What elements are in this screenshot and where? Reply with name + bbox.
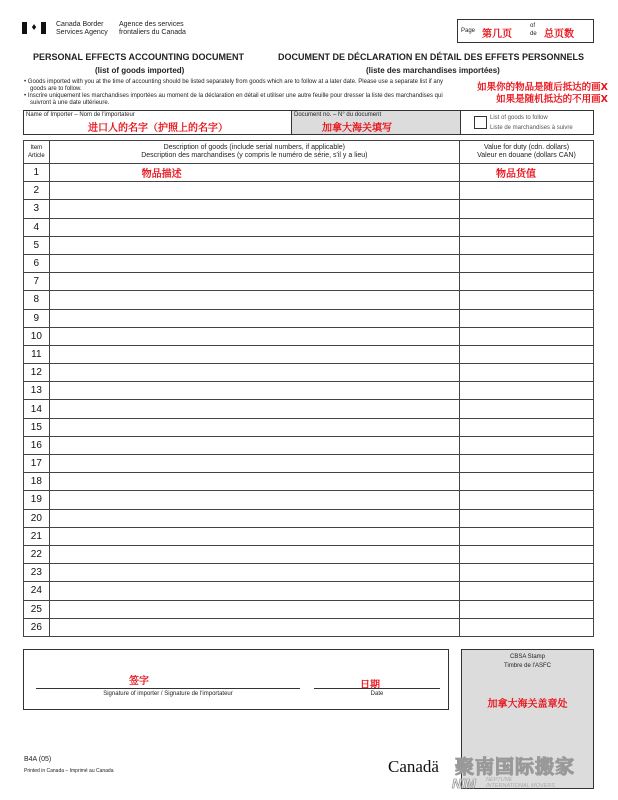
table-row (24, 455, 594, 473)
description-cell[interactable] (49, 491, 459, 509)
description-cell[interactable] (49, 582, 459, 600)
item-number: 21 (24, 527, 50, 545)
description-cell[interactable] (49, 200, 459, 218)
value-cell[interactable] (460, 364, 594, 382)
date-value[interactable]: 日期 (360, 680, 380, 691)
col-desc-header: Description of goods (include serial numbers, if applicable) Description des marchandises (y compris le numéro de série, s'il y a lieu) (49, 141, 459, 164)
item-number: 13 (24, 382, 50, 400)
description-cell[interactable] (49, 473, 459, 491)
description-cell[interactable] (49, 364, 459, 382)
col-value-header: Value for duty (cdn. dollars) Valeur en douane (dollars CAN) (460, 141, 594, 164)
description-cell[interactable] (49, 164, 459, 182)
signature-value[interactable]: 签字 (129, 676, 149, 687)
description-cell[interactable] (49, 509, 459, 527)
title-fr: DOCUMENT DE DÉCLARATION EN DÉTAIL DES EFFETS PERSONNELS (278, 52, 585, 62)
value-cell[interactable] (460, 218, 594, 236)
table-row (24, 218, 594, 236)
watermark-en: NEPTUNE INTERNATIONAL MOVERS (486, 777, 555, 789)
description-cell[interactable] (49, 236, 459, 254)
value-cell[interactable] (460, 455, 594, 473)
item-number: 19 (24, 491, 50, 509)
table-row (24, 473, 594, 491)
cbsa-stamp-box: CBSA Stamp Timbre de l'ASFC 加拿大海关盖章处 (461, 649, 594, 789)
description-cell[interactable] (49, 600, 459, 618)
total-pages-value: 总页数 (544, 29, 574, 40)
page-label: Page (461, 28, 476, 34)
description-cell[interactable] (49, 545, 459, 563)
table-row (24, 254, 594, 272)
description-cell[interactable] (49, 564, 459, 582)
form-number: B4A (05) (24, 756, 52, 763)
stamp-value: 加拿大海关盖章处 (487, 699, 568, 710)
table-row (24, 236, 594, 254)
value-cell[interactable] (460, 564, 594, 582)
description-cell[interactable] (49, 345, 459, 363)
value-cell[interactable] (460, 582, 594, 600)
title-en: PERSONAL EFFECTS ACCOUNTING DOCUMENT (33, 52, 245, 62)
description-cell[interactable] (49, 618, 459, 636)
subtitle-en: (list of goods imported) (95, 66, 185, 75)
table-row (24, 200, 594, 218)
item-number: 23 (24, 564, 50, 582)
agency-fr: Agence des services frontaliers du Canada (119, 21, 186, 36)
value-cell[interactable] (460, 164, 594, 182)
document-no-field: Document no. – N° du document 加拿大海关填写 (291, 111, 461, 134)
signature-label: Signature of importer / Signature de l'importateur (103, 691, 233, 697)
description-cell[interactable] (49, 291, 459, 309)
value-cell[interactable] (460, 527, 594, 545)
value-cell[interactable] (460, 309, 594, 327)
item-number: 6 (24, 254, 50, 272)
value-cell[interactable] (460, 491, 594, 509)
value-cell[interactable] (460, 291, 594, 309)
item-number: 2 (24, 182, 50, 200)
item-number: 9 (24, 309, 50, 327)
item-number: 4 (24, 218, 50, 236)
col-item-header: Item Article (24, 141, 50, 164)
item-number: 16 (24, 436, 50, 454)
goods-to-follow-checkbox[interactable] (474, 116, 487, 129)
value-cell[interactable] (460, 509, 594, 527)
value-cell[interactable] (460, 418, 594, 436)
table-row (24, 564, 594, 582)
table-row (24, 600, 594, 618)
value-cell[interactable] (460, 618, 594, 636)
description-cell[interactable] (49, 527, 459, 545)
item-number: 11 (24, 345, 50, 363)
printed-in: Printed in Canada – Imprimé au Canada (24, 768, 114, 774)
item-number: 20 (24, 509, 50, 527)
value-cell[interactable] (460, 236, 594, 254)
subtitle-fr: (liste des marchandises importées) (366, 66, 500, 75)
value-cell[interactable] (460, 254, 594, 272)
table-row (24, 618, 594, 636)
description-cell[interactable] (49, 455, 459, 473)
item-number: 10 (24, 327, 50, 345)
description-cell[interactable] (49, 327, 459, 345)
description-cell[interactable] (49, 418, 459, 436)
page-box[interactable] (457, 19, 594, 43)
description-cell[interactable] (49, 382, 459, 400)
page-value: 第几页 (482, 29, 512, 40)
table-row (24, 182, 594, 200)
value-cell[interactable] (460, 436, 594, 454)
item-number: 17 (24, 455, 50, 473)
value-value: 物品货值 (496, 169, 536, 181)
table-row (24, 327, 594, 345)
watermark-logo: NIM (452, 776, 476, 791)
table-row (24, 364, 594, 382)
table-row (24, 345, 594, 363)
value-cell[interactable] (460, 345, 594, 363)
description-cell[interactable] (49, 182, 459, 200)
document-no-value: 加拿大海关填写 (322, 123, 392, 134)
agency-en: Canada Border Services Agency (56, 21, 108, 36)
table-row (24, 382, 594, 400)
goods-table (23, 140, 594, 637)
table-row (24, 400, 594, 418)
item-number: 22 (24, 545, 50, 563)
canada-flag-logo: ♦ (22, 22, 46, 34)
table-row (24, 509, 594, 527)
item-number: 12 (24, 364, 50, 382)
table-row (24, 164, 594, 182)
value-cell[interactable] (460, 600, 594, 618)
value-cell[interactable] (460, 273, 594, 291)
goods-to-follow-label: List of goods to follow Liste de marchandises à suivre (490, 115, 573, 131)
importer-value: 进口人的名字（护照上的名字） (88, 123, 228, 134)
description-cell[interactable] (49, 400, 459, 418)
item-number: 5 (24, 236, 50, 254)
item-number: 25 (24, 600, 50, 618)
item-number: 15 (24, 418, 50, 436)
item-number: 26 (24, 618, 50, 636)
value-cell[interactable] (460, 545, 594, 563)
canada-wordmark: Canadä (388, 757, 439, 776)
description-cell[interactable] (49, 273, 459, 291)
value-cell[interactable] (460, 182, 594, 200)
table-row (24, 291, 594, 309)
description-cell[interactable] (49, 254, 459, 272)
table-row (24, 418, 594, 436)
value-cell[interactable] (460, 400, 594, 418)
table-header (24, 141, 594, 164)
item-number: 3 (24, 200, 50, 218)
table-row (24, 491, 594, 509)
table-row (24, 309, 594, 327)
value-cell[interactable] (460, 327, 594, 345)
watermark-cn: 聚南国际搬家 (455, 757, 576, 778)
item-number: 18 (24, 473, 50, 491)
notes: • Goods imported with you at the time of accounting should be listed separately from goods which are to follow at a later date. Please use a separate list if any goods are to follow. • Inscrire uniquement les marchandises importées au moment de la déclaration en détail et utiliser une autre feuille pour dresser la liste des marchandises qui suivront à une date ultérieure. (24, 79, 444, 106)
follow-annotation: 如果你的物品是随后抵达的画X 如果是随机抵达的不用画X (477, 82, 608, 105)
signature-box (23, 649, 449, 710)
description-value: 物品描述 (141, 169, 182, 181)
item-number: 24 (24, 582, 50, 600)
table-row (24, 545, 594, 563)
item-number: 8 (24, 291, 50, 309)
table-row (24, 582, 594, 600)
value-cell[interactable] (460, 382, 594, 400)
description-cell[interactable] (49, 436, 459, 454)
description-cell[interactable] (49, 309, 459, 327)
table-row (24, 436, 594, 454)
date-label: Date (370, 691, 384, 697)
of-label: of de (530, 23, 537, 37)
item-number: 1 (24, 164, 50, 182)
value-cell[interactable] (460, 200, 594, 218)
item-number: 7 (24, 273, 50, 291)
description-cell[interactable] (49, 218, 459, 236)
importer-field[interactable]: Name of Importer – Nom de l'importateur 进口人的名字（护照上的名字） (24, 111, 291, 134)
table-row (24, 527, 594, 545)
value-cell[interactable] (460, 473, 594, 491)
table-row (24, 273, 594, 291)
item-number: 14 (24, 400, 50, 418)
